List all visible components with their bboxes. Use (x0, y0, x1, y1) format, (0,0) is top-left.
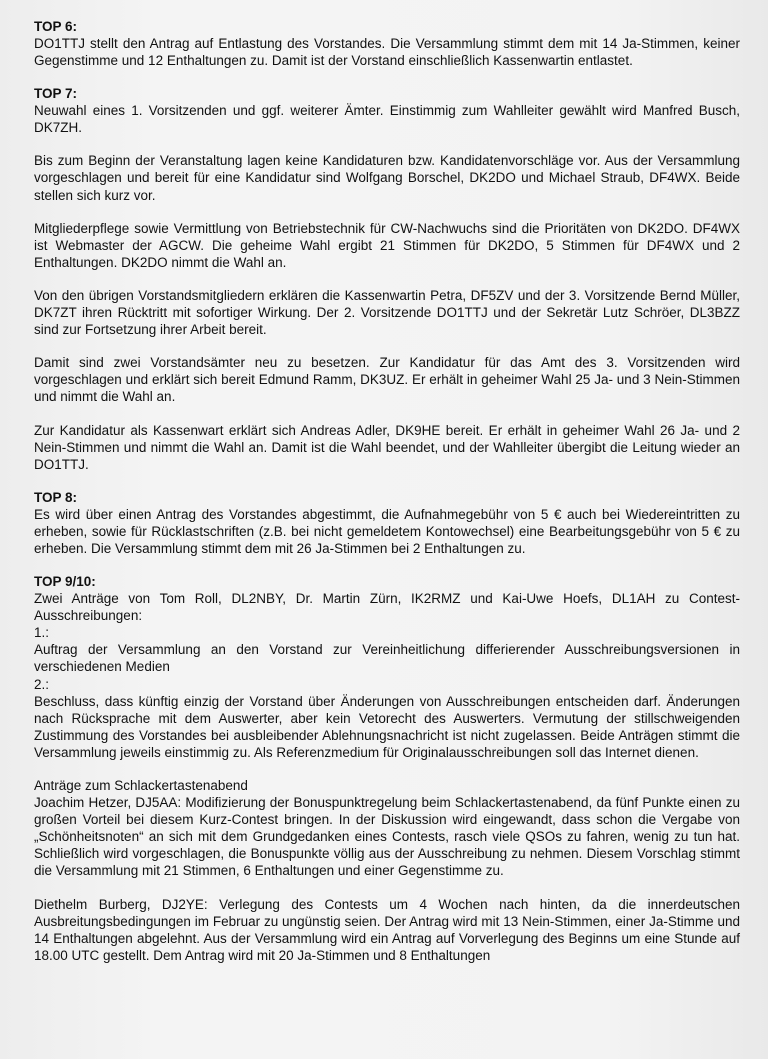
top910-item2-label: 2.: (34, 676, 50, 692)
top7-heading: TOP 7: (34, 86, 78, 102)
schlacker-paragraph-2: Diethelm Burberg, DJ2YE: Verlegung des Contests um 4 Wochen nach hinten, da die innerdeutschen Ausbreitungsbedingungen im Februar zu ungünstig seien. Der Antrag wird mit 13 Nein-Stimmen, einer Ja-Stimme und 14 Enthaltungen abgelehnt. Aus der Versammlung wird ein Antrag auf Vorverlegung des Beginns um eine Stunde auf 18.00 UTC gestellt. Dem Antrag wird mit 20 Ja-Stimmen und 8 Enthaltungen (34, 896, 740, 963)
top7-paragraph-6: Zur Kandidatur als Kassenwart erklärt sich Andreas Adler, DK9HE bereit. Er erhält in geheimer Wahl 26 Ja- und 2 Nein-Stimmen und nimmt die Wahl an. Damit ist die Wahl beendet, und der Wahlleiter übergibt die Leitung wieder an DO1TTJ. (34, 422, 740, 472)
top910-item2-text: Beschluss, dass künftig einzig der Vorstand über Änderungen von Ausschreibungen entscheiden darf. Änderungen nach Rücksprache mit dem Auswerter, aber kein Vetorecht des Auswerters. Vermutung der stillschweigenden Zustimmung des Vorstandes bei ausbleibender Ablehnungsnachricht ist nicht zugelassen. Beide Anträgen stimmt die Versammlung jeweils einstimmig zu. Als Referenzmedium für Originalausschreibungen soll das Internet dienen. (34, 693, 740, 760)
top910-item1-text: Auftrag der Versammlung an den Vorstand zur Vereinheitlichung differierender Ausschreibungsversionen in verschiedenen Medien (34, 642, 740, 675)
schlacker-paragraph-1: Joachim Hetzer, DJ5AA: Modifizierung der Bonuspunktregelung beim Schlackertastenabend, da fünf Punkte einen zu großen Vorteil bei diesem Kurz-Contest bringen. In der Diskussion wird eingewandt, dass schon die Vergabe von „Schönheitsnoten“ an sich mit dem Grundgedanken eines Contests, rasch viele QSOs zu fahren, wenig zu tun hat. Schließlich wird vorgeschlagen, die Bonuspunkte völlig aus der Ausschreibung zu nehmen. Diesem Vorschlag stimmt die Versammlung mit 21 Stimmen, 6 Enthaltungen und einer Gegenstimme zu. (34, 795, 740, 879)
schlacker-section (34, 777, 740, 964)
top7-paragraph-3: Mitgliederpflege sowie Vermittlung von Betriebstechnik für CW-Nachwuchs sind die Prioritäten von DK2DO. DF4WX ist Webmaster der AGCW. Die geheime Wahl ergibt 21 Stimmen für DK2DO, 5 Stimmen für DF4WX und 2 Enthaltungen. DK2DO nimmt die Wahl an. (34, 220, 740, 270)
top910-heading: TOP 9/10: (34, 574, 96, 590)
top7-paragraph-4: Von den übrigen Vorstandsmitgliedern erklären die Kassenwartin Petra, DF5ZV und der 3. Vorsitzende Bernd Müller, DK7ZT ihren Rücktritt mit sofortiger Wirkung. Der 2. Vorsitzende DO1TTJ und der Sekretär Lutz Schröer, DL3BZZ sind zur Fortsetzung ihrer Arbeit bereit. (34, 287, 740, 338)
top7-paragraph-1: Neuwahl eines 1. Vorsitzenden und ggf. weiterer Ämter. Einstimmig zum Wahlleiter gewählt wird Manfred Busch, DK7ZH. (34, 103, 740, 136)
top8-section (34, 489, 740, 557)
schlacker-title: Anträge zum Schlackertastenabend (34, 778, 248, 793)
top8-heading: TOP 8: (34, 489, 78, 505)
top7-paragraph-2: Bis zum Beginn der Veranstaltung lagen keine Kandidaturen bzw. Kandidatenvorschläge vor. Aus der Versammlung vorgeschlagen und bereit für eine Kandidatur sind Wolfgang Borschel, DK2DO und Michael Straub, DF4WX. Beide stellen sich kurz vor. (34, 153, 740, 203)
top8-text: Es wird über einen Antrag des Vorstandes abgestimmt, die Aufnahmegebühr von 5 € auch bei Wiedereintritten zu erheben, sowie für Rücklastschriften (z.B. bei nicht gemeldetem Kontowechsel) eine Bearbeitungsgebühr von 5 € zu erheben. Die Versammlung stimmt dem mit 26 Ja-Stimmen bei 2 Enthaltungen zu. (34, 506, 740, 556)
top7-section (34, 85, 740, 473)
top6-section (34, 18, 740, 69)
top7-paragraph-5: Damit sind zwei Vorstandsämter neu zu besetzen. Zur Kandidatur für das Amt des 3. Vorsitzenden wird vorgeschlagen und erklärt sich bereit Edmund Ramm, DK3UZ. Er erhält in geheimer Wahl 25 Ja- und 3 Nein-Stimmen und nimmt die Wahl an. (34, 355, 740, 405)
top910-section (34, 573, 740, 761)
top910-intro: Zwei Anträge von Tom Roll, DL2NBY, Dr. Martin Zürn, IK2RMZ und Kai-Uwe Hoefs, DL1AH zu Contest-Ausschreibungen: (34, 591, 740, 624)
top6-text: DO1TTJ stellt den Antrag auf Entlastung des Vorstandes. Die Versammlung stimmt dem mit 14 Ja-Stimmen, keiner Gegenstimme und 12 Enthaltungen zu. Damit ist der Vorstand einschließlich Kassenwartin entlastet. (34, 36, 740, 69)
top6-heading: TOP 6: (34, 19, 78, 34)
top910-item1-label: 1.: (34, 625, 50, 641)
